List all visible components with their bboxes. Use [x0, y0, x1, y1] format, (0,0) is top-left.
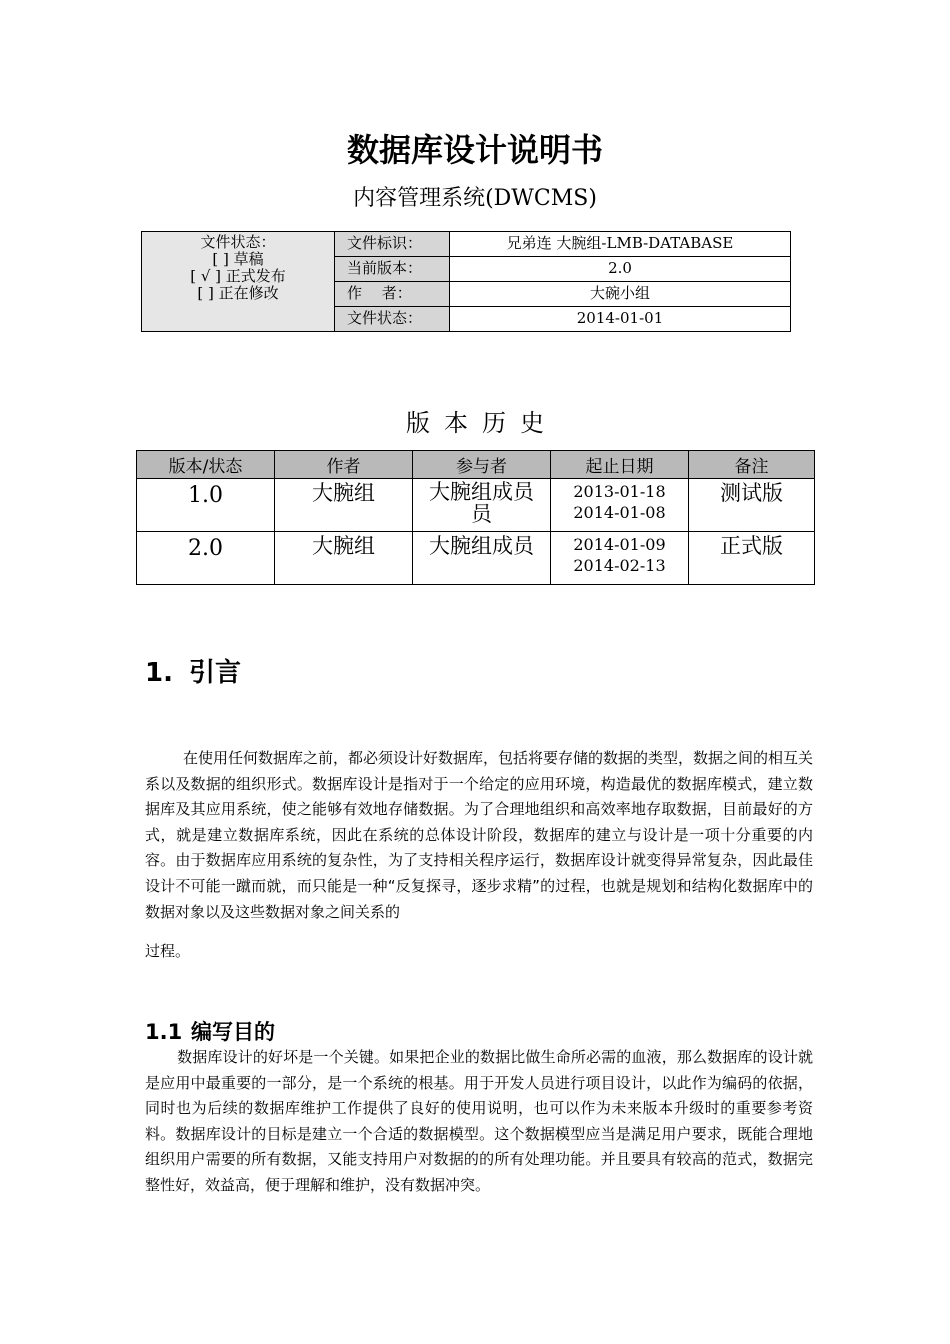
section-title: 引言	[189, 658, 242, 688]
history-author: 大腕组	[275, 479, 413, 532]
info-value-date: 2014-01-01	[450, 307, 791, 332]
history-end-date: 2014-02-13	[573, 556, 666, 575]
subsection-title: 编写目的	[191, 1020, 275, 1044]
purpose-paragraph	[145, 1045, 813, 1199]
section-heading-purpose	[145, 1017, 275, 1047]
subsection-number: 1.1	[145, 1020, 183, 1044]
document-info-table	[141, 231, 791, 332]
info-value-author: 大碗小组	[450, 282, 791, 307]
version-history-table	[136, 450, 815, 585]
info-label-status: 文件状态：	[335, 307, 450, 332]
purpose-body: 数据库设计的好坏是一个关键。如果把企业的数据比做生命所必需的血液，那么数据库的设计就是应用中最重要的一部分，是一个系统的根基。用于开发人员进行项目设计，以此作为编码的依据，同时也为后续的数据库维护工作提供了良好的使用说明，也可以作为未来版本升级时的重要参考资料。数据库设计的目标是建立一个合适的数据模型。这个数据模型应当是满足用户要求，既能合理地组织用户需要的所有数据，又能支持用户对数据的的所有处理功能。并且要具有较高的范式，数据完整性好，效益高，便于理解和维护，没有数据冲突。	[145, 1048, 813, 1194]
section-number: 1.	[145, 658, 173, 688]
info-label-author: 作 者：	[335, 282, 450, 307]
table-row	[137, 479, 815, 532]
info-value-identifier: 兄弟连 大腕组-LMB-DATABASE	[450, 232, 791, 257]
info-value-version: 2.0	[450, 257, 791, 282]
info-label-version: 当前版本：	[335, 257, 450, 282]
file-status-heading: 文件状态：	[200, 233, 276, 251]
history-start-date: 2014-01-09	[573, 535, 666, 554]
history-version: 1.0	[137, 479, 275, 532]
history-participants: 大腕组成员	[413, 532, 551, 585]
info-label-identifier: 文件标识：	[335, 232, 450, 257]
status-option-draft: [ ] 草稿	[212, 250, 264, 268]
history-header-note: 备注	[689, 451, 815, 479]
history-start-date: 2013-01-18	[573, 482, 666, 501]
history-dates	[551, 479, 689, 532]
status-option-released: [ √ ] 正式发布	[190, 267, 286, 285]
history-version: 2.0	[137, 532, 275, 585]
status-option-modifying: [ ] 正在修改	[197, 284, 279, 302]
introduction-paragraph	[145, 746, 813, 965]
introduction-body-tail: 过程。	[145, 942, 191, 961]
introduction-body: 在使用任何数据库之前，都必须设计好数据库，包括将要存储的数据的类型，数据之间的相互关系以及数据的组织形式。数据库设计是指对于一个给定的应用环境，构造最优的数据库模式，建立数据库及其应用系统，使之能够有效地存储数据。为了合理地组织和高效率地存取数据，目前最好的方式，就是建立数据库系统，因此在系统的总体设计阶段，数据库的建立与设计是一项十分重要的内容。由于数据库应用系统的复杂性，为了支持相关程序运行，数据库设计就变得异常复杂，因此最佳设计不可能一蹴而就，而只能是一种“反复探寻，逐步求精”的过程，也就是规划和结构化数据库中的数据对象以及这些数据对象之间关系的	[145, 749, 814, 921]
history-participants: 大腕组成员员	[413, 479, 551, 532]
history-header-dates: 起止日期	[551, 451, 689, 479]
table-row	[137, 532, 815, 585]
history-header-author: 作者	[275, 451, 413, 479]
history-header-row	[137, 451, 815, 479]
history-note: 测试版	[689, 479, 815, 532]
file-status-cell	[142, 232, 335, 332]
history-note: 正式版	[689, 532, 815, 585]
history-author: 大腕组	[275, 532, 413, 585]
history-end-date: 2014-01-08	[573, 503, 666, 522]
version-history-title: 版本历史	[406, 409, 558, 437]
document-title: 数据库设计说明书	[346, 131, 603, 169]
history-header-version: 版本/状态	[137, 451, 275, 479]
section-heading-introduction	[145, 653, 241, 693]
history-header-participants: 参与者	[413, 451, 551, 479]
history-dates	[551, 532, 689, 585]
document-subtitle: 内容管理系统(DWCMS)	[353, 186, 597, 211]
